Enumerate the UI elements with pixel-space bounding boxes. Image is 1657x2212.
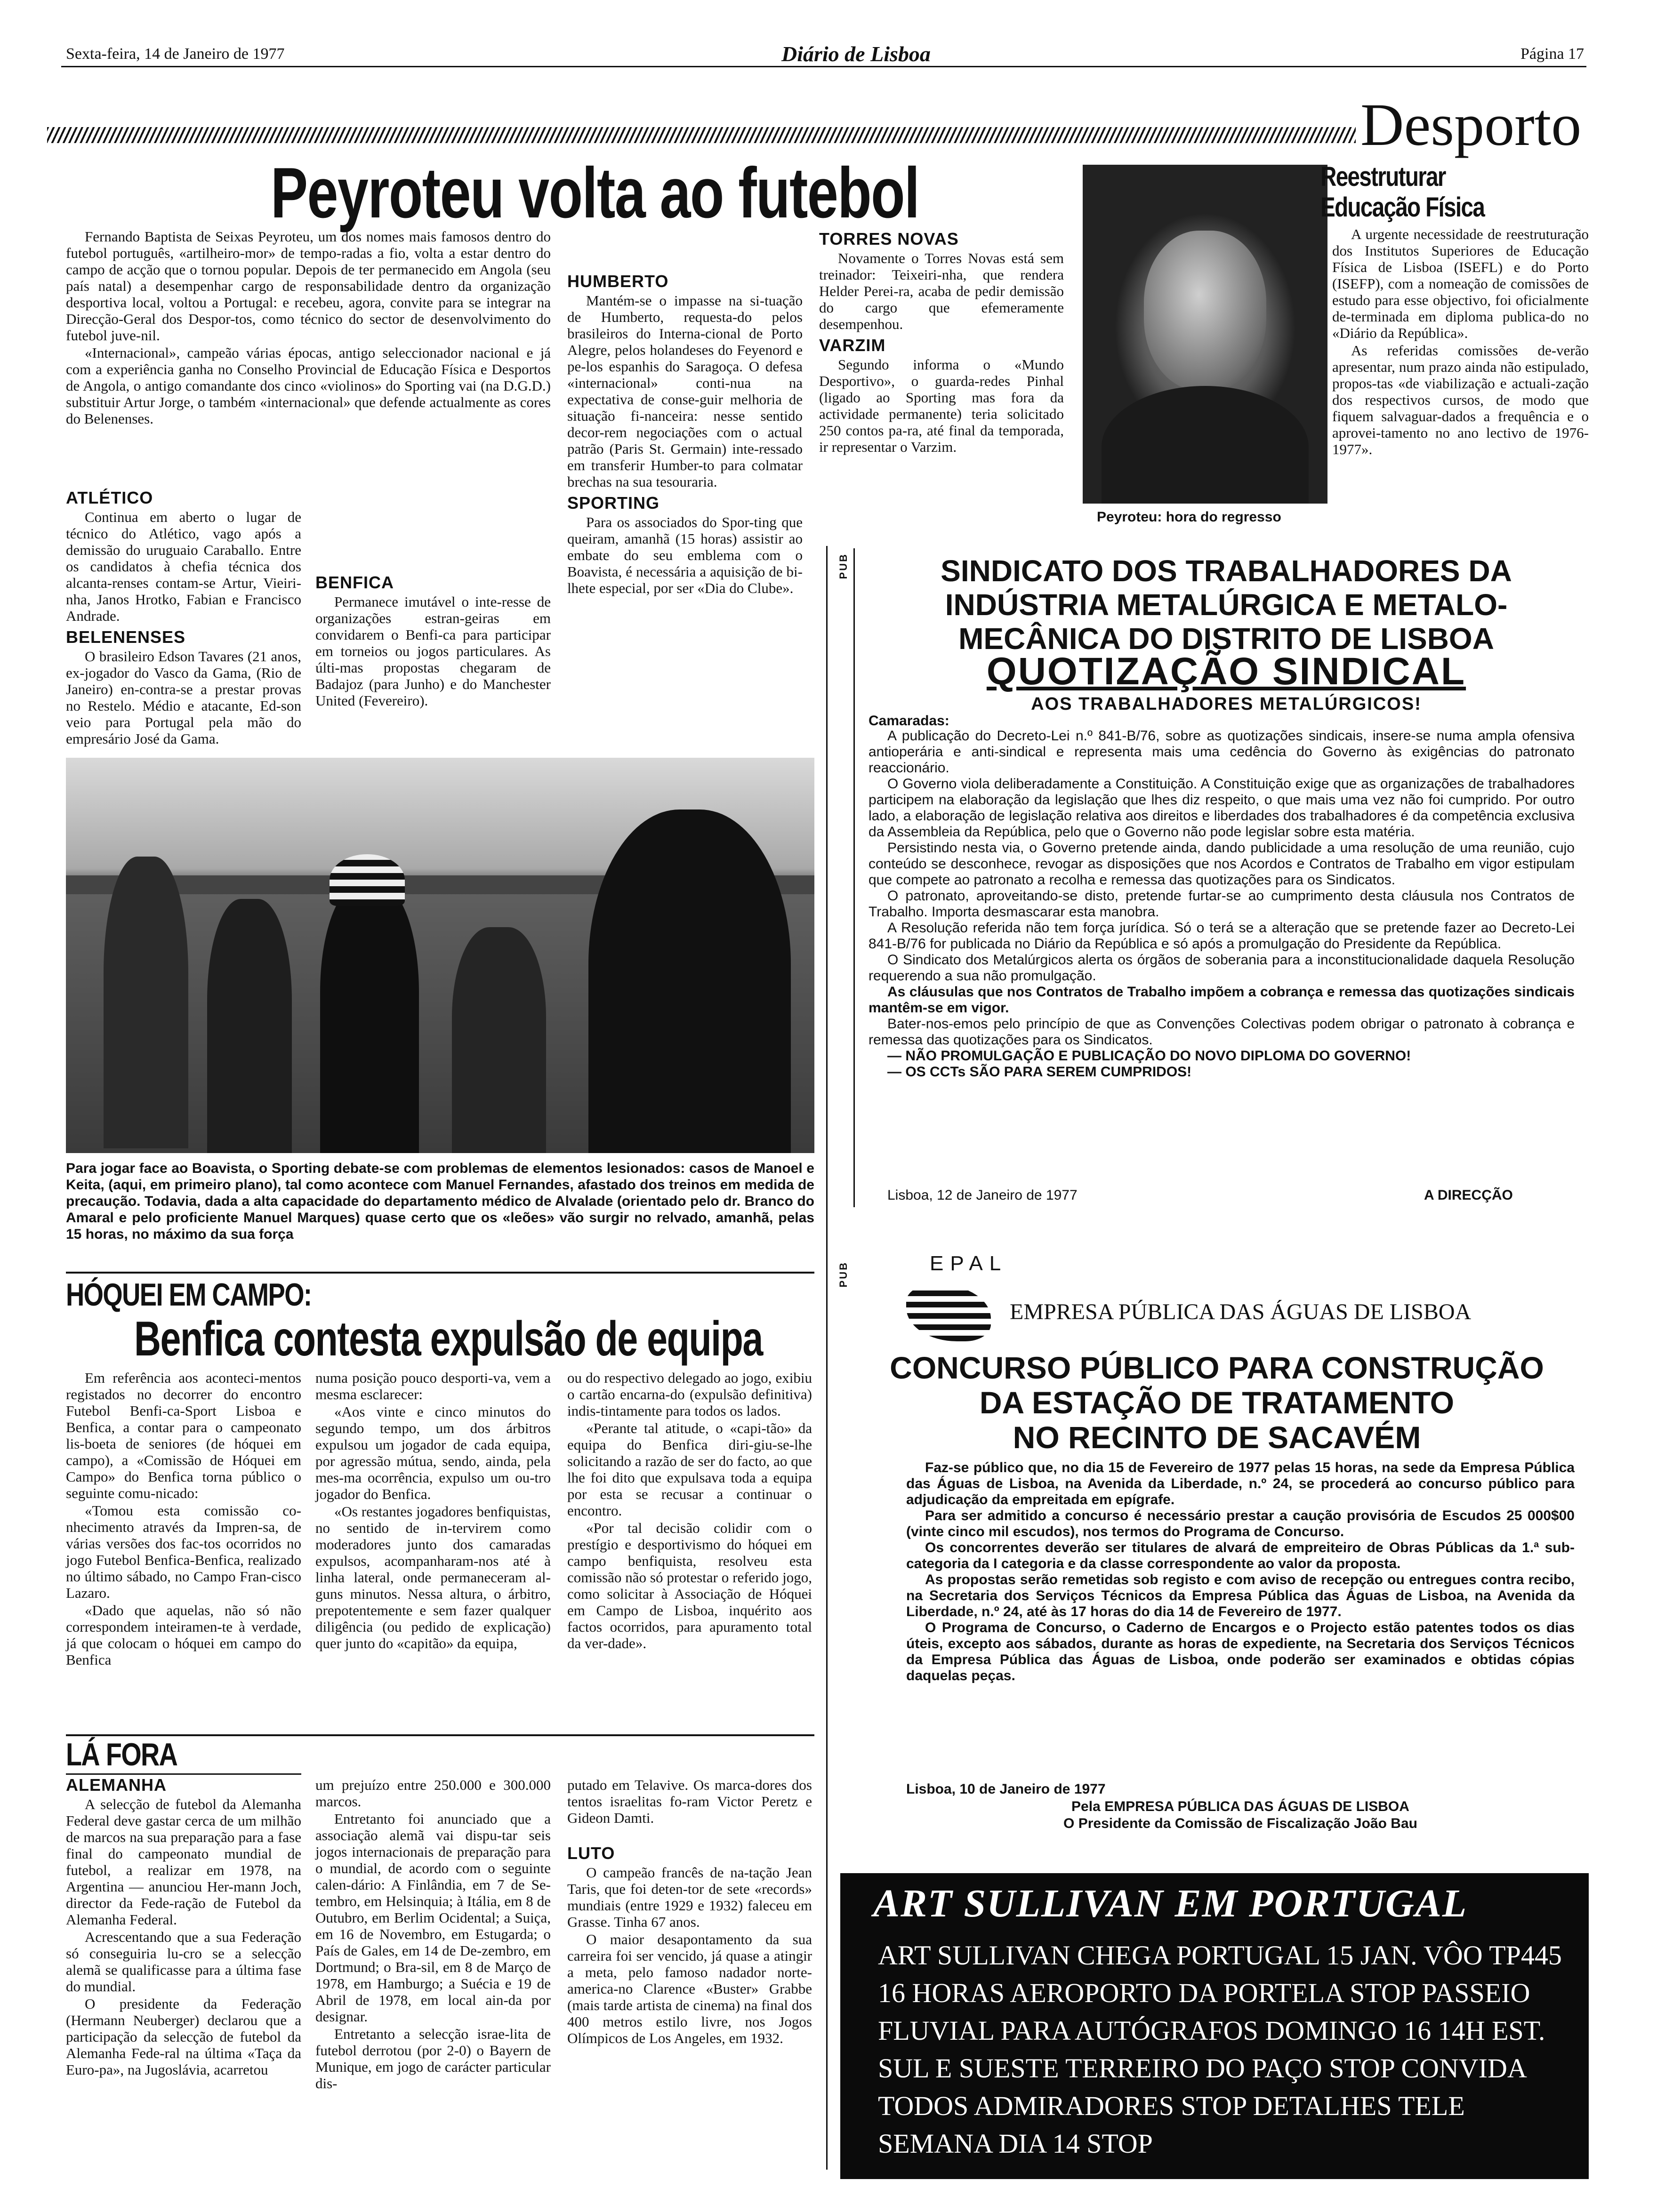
art-line: SEMANA DIA 14 STOP bbox=[878, 2128, 1153, 2159]
side-title-2: Educação Física bbox=[1320, 192, 1485, 223]
la-fora-para: O presidente da Federação (Hermann Neuberger) declarou que a participação da selecção de futebol da Alemanha Fede-ral na última «Taça da Euro-pa», na Jugoslávia, acarretou bbox=[66, 1996, 301, 2078]
la-fora-para: Entretanto foi anunciado que a associação alemã vai dispu-tar seis jogos internacionais de preparação para o mundial, de acordo com o seguinte calen-dário: A Finlândia, em 7 de Se-tembro, em Helsinquia; à Itália, em 8 de Outubro, em Berlim Ocidental; a Suiça, em 16 de Novembro, em Estugarda; o País de Gales, em 14 de De-zembro, em Dortmund; o Bra-sil, em 8 de Março de 1978, em Hamburgo; a Suécia e 19 de Abril de 1978, em local ain-da por designar. bbox=[315, 1811, 551, 2025]
sindicato-para: A Resolução referida não tem força jurídica. Só o terá se a alteração que se pretende fazer ao Decreto-Lei 841-B/76 for publicada no Diário da República e só após a promulgação do Presidente da República. bbox=[869, 920, 1575, 952]
epal-body bbox=[906, 1460, 1575, 1684]
sindicato-ad bbox=[837, 548, 1589, 1212]
epal-title-1: CONCURSO PÚBLICO PARA CONSTRUÇÃO bbox=[890, 1350, 1544, 1385]
art-line: SUL E SUESTE TERREIRO DO PAÇO STOP CONVIDA bbox=[878, 2053, 1527, 2084]
para-atletico: Continua em aberto o lugar de técnico do Atlético, vago após a demissão do uruguaio Caraballo. Entre os candidatos à chefia técnica dos alcanta-renses contam-se Artur, Vieiri-nha, Janos Hrotko, Fabian e Francisco Andrade. bbox=[66, 509, 301, 624]
sindicato-date: Lisboa, 12 de Janeiro de 1977 bbox=[887, 1187, 1078, 1203]
sindicato-para: Bater-nos-emos pelo princípio de que as Convenções Colectivas podem obrigar o patronato à cobrança e remessa das quotizações para os Sindicatos. bbox=[869, 1016, 1575, 1048]
art-line: ART SULLIVAN CHEGA PORTUGAL 15 JAN. VÔO TP445 bbox=[878, 1940, 1562, 1971]
sindicato-body bbox=[869, 728, 1575, 1080]
epal-para: O Programa de Concurso, o Caderno de Encargos e o Projecto estão patentes todos os dias úteis, excepto aos sábados, durante as horas de expediente, na Secretaria dos Serviços Técnicos da Empresa Pública das Águas de Lisboa, onde poderão ser examinados e obtidas cópias daquelas peças. bbox=[906, 1620, 1575, 1683]
sindicato-slogan: — NÃO PROMULGAÇÃO E PUBLICAÇÃO DO NOVO DIPLOMA DO GOVERNO! bbox=[887, 1048, 1411, 1064]
portrait-caption: Peyroteu: hora do regresso bbox=[1097, 509, 1281, 525]
hoquei-para: «Os restantes jogadores benfiquistas, no sentido de in-tervirem como moderadores junto dos camaradas expulsos, acompanharam-nos até à linha lateral, onde permaneceram al-guns minutos. Nessa altura, o árbitro, prepotentemente e sem fazer qualquer diligência (ou pedido de explicação) quer junto do «capitão» da equipa, bbox=[315, 1503, 551, 1651]
subhead-atletico: ATLÉTICO bbox=[66, 488, 153, 507]
epal-date: Lisboa, 10 de Janeiro de 1977 bbox=[906, 1781, 1106, 1797]
sindicato-quota: QUOTIZAÇÃO SINDICAL bbox=[986, 650, 1466, 693]
side-para: As referidas comissões de-verão apresentar, num prazo ainda não estipulado, propos-tas «de viabilização e actuali-zação dos respectivos cursos, de modo que fiquem salvaguar-dados a frequência e o aprovei-tamento no ano lectivo de 1976-1977». bbox=[1332, 342, 1589, 457]
art-title: ART SULLIVAN EM PORTUGAL bbox=[873, 1882, 1468, 1925]
page-header bbox=[56, 41, 1610, 70]
hoquei-para: numa posição pouco desporti-va, vem a mesma esclarecer: bbox=[315, 1370, 551, 1403]
portrait-face bbox=[1144, 231, 1266, 391]
subhead-humberto: HUMBERTO bbox=[567, 272, 669, 291]
main-article-col-d bbox=[819, 226, 1064, 456]
epal-para: Faz-se público que, no dia 15 de Fevereiro de 1977 pelas 15 horas, na sede da Empresa Pública das Águas de Lisboa, na Avenida da Liberdade, n.º 24, se procederá ao concurso público para adjudicação da empreitada em epígrafe. bbox=[906, 1460, 1575, 1507]
epal-sign-2: O Presidente da Comissão de Fiscalização João Bau bbox=[1063, 1816, 1417, 1831]
la-fora-col-2 bbox=[315, 1777, 551, 2092]
la-fora-para: O maior desapontamento da sua carreira foi ser vencido, já quase a atingir a meta, pelo famoso nadador norte-america-no Clarence «Buster» Grabbe (mais tarde artista de cinema) na final dos 400 metros estilo livre, nos Jogos Olímpicos de Los Angeles, em 1932. bbox=[567, 1931, 812, 2046]
art-sullivan-ad bbox=[840, 1873, 1589, 2179]
page-number: Página 17 bbox=[1520, 45, 1585, 63]
side-para: A urgente necessidade de reestruturação dos Institutos Superiores de Educação Física de Lisboa (ISEFL) e do Porto (ISEFP), com a nomeação de comissões de estudo para esse objectivo, foi oficialmente de-terminada em diploma publica-do no «Diário da República». bbox=[1332, 226, 1589, 341]
hoquei-para: «Aos vinte e cinco minutos do segundo tempo, um dos árbitros expulsou um jogador de cada equipa, por agressão mútua, sendo, ainda, pela mes-ma ocorrência, expulso um ou-tro jogador do Benfica. bbox=[315, 1403, 551, 1502]
pub-label: PUB bbox=[837, 1261, 849, 1288]
epal-para: As propostas serão remetidas sob registo e com aviso de recepção ou entregues contra recibo, na Secretaria dos Serviços Técnicos da Empresa Pública das Águas de Lisboa, na Avenida da Liberdade, n.º 24, até às 17 horas do dia 14 de Fevereiro de 1977. bbox=[906, 1572, 1575, 1619]
sindicato-sign: A DIRECÇÃO bbox=[1424, 1187, 1513, 1203]
la-fora-para: um prejuízo entre 250.000 e 300.000 marcos. bbox=[315, 1777, 551, 1810]
epal-company: EMPRESA PÚBLICA DAS ÁGUAS DE LISBOA bbox=[1010, 1299, 1472, 1324]
subhead-varzim: VARZIM bbox=[819, 336, 886, 355]
hoquei-para: «Por tal decisão colidir com o prestígio e desportivismo do hóquei em campo benfiquista, resolveu esta comissão não só protestar o referido jogo, como solicitar à Associação de Hóquei em Campo de Lisboa, inquérito aos factos ocorridos, para apuramento total da ver-dade». bbox=[567, 1520, 812, 1651]
main-article-intro bbox=[66, 228, 551, 428]
intro-para: «Internacional», campeão várias épocas, antigo seleccionador nacional e já com a experiência ganha no Conselho Provincial de Educação Física e Desportos de Angola, o antigo comandante dos cinco «violinos» do Sporting vai (na D.G.D.) substituir Artur Jorge, o também «internacional» que defende actualmente as cores do Belenenses. bbox=[66, 345, 551, 427]
sindicato-title: SINDICATO DOS TRABALHADORES DA INDÚSTRIA METALÚRGICA E METALO-MECÂNICA DO DISTRITO DE LISBOA bbox=[941, 554, 1512, 656]
para-sporting: Para os associados do Spor-ting que queiram, amanhã (15 horas) assistir ao embate do seu emblema com o Boavista, é necessária a aquisição de bi-lhete especial, por ser «Dia do Clube». bbox=[567, 514, 803, 596]
hoquei-headline: Benfica contesta expulsão de equipa bbox=[134, 1312, 763, 1366]
la-fora-title-rule bbox=[66, 1773, 301, 1775]
portrait-shoulders bbox=[1102, 386, 1309, 504]
hoquei-para: «Perante tal atitude, o «capi-tão» da equipa do Benfica diri-giu-se-lhe solicitando a razão de ser do facto, ao que lhe foi dito que expulsava toda a equipa por esta se recusar a continuar o encontro. bbox=[567, 1420, 812, 1519]
main-article-col-a bbox=[66, 485, 301, 748]
sindicato-para: O Sindicato dos Metalúrgicos alerta os órgãos de soberania para a inconstitucionalidade daquela Resolução requerendo a sua não promulgação. bbox=[869, 952, 1575, 984]
subhead-sporting: SPORTING bbox=[567, 493, 660, 513]
sindicato-para: O patronato, aproveitando-se disto, pretende furtar-se ao cumprimento desta cláusula nos Contratos de Trabalho. Importa desmascarar esta manobra. bbox=[869, 888, 1575, 920]
subhead-torres: TORRES NOVAS bbox=[819, 229, 959, 248]
hoquei-col-3 bbox=[567, 1370, 812, 1652]
player-figure bbox=[104, 857, 188, 1148]
sindicato-salutation: Camaradas: bbox=[869, 713, 949, 729]
hoquei-kicker: HÓQUEI EM CAMPO: bbox=[66, 1277, 312, 1313]
main-article-col-b bbox=[315, 485, 551, 710]
art-line: 16 HORAS AEROPORTO DA PORTELA STOP PASSEIO bbox=[878, 1978, 1530, 2008]
section-title: Desporto bbox=[1360, 91, 1582, 158]
intro-para: Fernando Baptista de Seixas Peyroteu, um dos nomes mais famosos dentro do futebol português, «artilheiro-mor» de tempo-radas a fio, volta a estar dentro do campo de acção que o tornou popular. Depois de ter permanecido em Angola (seu país natal) a desempenhar cargo de responsabilidade dentro da organização desportiva local, voltou a Portugal: e recebeu, agora, convite para se integrar na Direcção-Geral dos Despor-tos, como técnico do sector de desenvolvimento do futebol juve-nil. bbox=[66, 228, 551, 344]
header-rule bbox=[61, 66, 1586, 67]
la-fora-col-1 bbox=[66, 1777, 301, 2079]
player-figure bbox=[320, 885, 419, 1153]
portrait-photo bbox=[1083, 165, 1327, 504]
side-title-1: Reestruturar bbox=[1320, 161, 1446, 192]
main-headline: Peyroteu volta ao futebol bbox=[271, 153, 919, 233]
epal-ad bbox=[837, 1242, 1589, 1831]
epal-title-3: NO RECINTO DE SACAVÉM bbox=[1013, 1420, 1421, 1455]
la-fora-col-3 bbox=[567, 1777, 812, 2047]
column-rule bbox=[826, 546, 828, 2170]
la-fora-para: Entretanto a selecção israe-lita de futebol derrotou (por 2-0) o Bayern de Munique, em jogo de carácter particular dis- bbox=[315, 2026, 551, 2092]
para-varzim: Segundo informa o «Mundo Desportivo», o guarda-redes Pinhal (ligado ao Sporting mas fora da actividade permanente) teria solicitado 250 contos pa-ra, até final da temporada, ir representar o Varzim. bbox=[819, 356, 1064, 455]
art-text bbox=[878, 1937, 1575, 2163]
la-fora-top-rule bbox=[66, 1734, 814, 1736]
sindicato-slogan: — OS CCTs SÃO PARA SEREM CUMPRIDOS! bbox=[887, 1064, 1192, 1080]
la-fora-title: LÁ FORA bbox=[66, 1737, 177, 1772]
hoquei-para: «Tomou esta comissão co-nhecimento através da Impren-sa, de várias versões dos fac-tos ocorridos no jogo Futebol Benfica-Benfica, realizado no último sábado, no Campo Fran-cisco Lazaro. bbox=[66, 1502, 301, 1601]
la-fora-para: putado em Telavive. Os marca-dores dos tentos israelitas fo-ram Victor Peretz e Gideon Damti. bbox=[567, 1777, 812, 1826]
art-line: FLUVIAL PARA AUTÓGRAFOS DOMINGO 16 14H EST. bbox=[878, 2015, 1545, 2046]
la-fora-para: A selecção de futebol da Alemanha Federal deve gastar cerca de um milhão de marcos na sua preparação para a fase final do campeonato mundial de futebol, a realizar em 1978, na Argentina — anunciou Her-mann Joch, director da Fede-ração de Futebol da Alemanha Federal. bbox=[66, 1796, 301, 1928]
para-belenenses: O brasileiro Edson Tavares (21 anos, ex-jogador do Vasco da Gama, (Rio de Janeiro) en-contra-se a prestar provas no Restelo. Médio e atacante, Ed-son veio para Portugal pela mão do empresário José da Gama. bbox=[66, 648, 301, 747]
pub-label: PUB bbox=[837, 553, 849, 579]
epal-logo: EPAL bbox=[930, 1252, 1008, 1275]
subhead-alemanha: ALEMANHA bbox=[66, 1775, 167, 1795]
sindicato-para: O Governo viola deliberadamente a Constituição. A Constituição exige que as organizações de trabalhadores participem na elaboração da legislação que lhes diz respeito, o que mais uma vez não foi cumprido. Por outro lado, a elaboração de legislação relativa aos direitos e liberdades dos trabalhadores é da competência exclusiva da Assembleia da República, pelo que o Governo não pode legislar sobre esta matéria. bbox=[869, 776, 1575, 840]
subhead-luto: LUTO bbox=[567, 1843, 615, 1863]
para-humberto: Mantém-se o impasse na si-tuação de Humberto, requesta-do pelos brasileiros do Interna-cional de Porto Alegre, pelos holandeses do Feyenord e pe-los espanhis do Saragoça. O defesa «internacional» conti-nua na expectativa de conse-guir melhoria de situação fi-nanceira: nesse sentido decor-rem negociações com o actual patrão (Paris St. Germain) inte-ressado em transferir Humber-to para colmatar brechas na sua tesouraria. bbox=[567, 292, 803, 490]
sindicato-bold-para: As cláusulas que nos Contratos de Trabalho impõem a cobrança e remessa das quotizações sindicais mantêm-se em vigor. bbox=[869, 984, 1575, 1016]
hoquei-col-1 bbox=[66, 1370, 301, 1669]
epal-title-2: DA ESTAÇÃO DE TRATAMENTO bbox=[979, 1385, 1455, 1420]
player-figure bbox=[207, 899, 292, 1153]
ad-left-rule bbox=[853, 548, 855, 1207]
la-fora-para: O campeão francês de na-tação Jean Taris, que foi deten-tor de sete «records» mundiais (entre 1929 e 1932) faleceu em Grasse. Tinha 67 anos. bbox=[567, 1864, 812, 1930]
main-article-col-c bbox=[567, 268, 803, 597]
player-cap bbox=[330, 854, 405, 906]
epal-para: Para ser admitido a concurso é necessário prestar a caução provisória de Escudos 25 000$00 (vinte cinco mil escudos), nos termos do Programa de Concurso. bbox=[906, 1508, 1575, 1539]
side-article-body bbox=[1332, 226, 1589, 458]
hoquei-para: ou do respectivo delegado ao jogo, exibiu o cartão encarna-do (expulsão definitiva) indis-tintamente para todos os lados. bbox=[567, 1370, 812, 1419]
epal-logo-waves bbox=[906, 1285, 991, 1341]
sindicato-para: Persistindo nesta via, o Governo pretende ainda, dando publicidade a uma resolução de uma reunião, cujo conteúdo se desconhece, revogar as disposições que nos Acordos e Contratos de Trabalho em vigor estipulam que compete ao patronato a recolha e remessa das quotizações para os Sindicatos. bbox=[869, 840, 1575, 888]
hoquei-para: «Dado que aquelas, não só não correspondem inteiramen-te à verdade, já que colocam o hóquei em campo do Benfica bbox=[66, 1602, 301, 1668]
sindicato-to: AOS TRABALHADORES METALÚRGICOS! bbox=[1031, 694, 1422, 714]
sporting-team-photo bbox=[66, 758, 814, 1153]
hoquei-para: Em referência aos aconteci-mentos registados no decorrer do encontro Futebol Benfi-ca-Sport Lisboa e Benfica, a contar para o campeonato lis-boeta de seniores (de hóquei em campo), a «Comissão de Hóquei em Campo» do Benfica torna público o seguinte comu-nicado: bbox=[66, 1370, 301, 1501]
la-fora-para: Acrescentando que a sua Federação só conseguiria lu-cro se a selecção alemã se qualificasse para a última fase do mundial. bbox=[66, 1929, 301, 1995]
player-figure bbox=[588, 809, 791, 1153]
epal-para: Os concorrentes deverão ser titulares de alvará de empreiteiro de Obras Públicas da 1.ª sub-categoria da I categoria e da classe correspondente ao valor da proposta. bbox=[906, 1540, 1575, 1571]
player-figure bbox=[452, 927, 546, 1153]
section-hatch bbox=[47, 127, 1356, 143]
art-line: TODOS ADMIRADORES STOP DETALHES TELE bbox=[878, 2091, 1465, 2121]
masthead: Diário de Lisboa bbox=[781, 42, 931, 66]
sindicato-para: A publicação do Decreto-Lei n.º 841-B/76, sobre as quotizações sindicais, insere-se numa ampla ofensiva antioperária e anti-sindical e representa mais uma cedência do Governo às exigências do patronato reaccionário. bbox=[869, 728, 1575, 776]
subhead-benfica: BENFICA bbox=[315, 573, 394, 592]
para-benfica: Permanece imutável o inte-resse de organizações estran-geiras em convidarem o Benfi-ca para participar em torneios ou jogos particulares. As últi-mas propostas chegaram de Badajoz (para Junho) e do Manchester United (Fevereiro). bbox=[315, 593, 551, 709]
photo-caption: Para jogar face ao Boavista, o Sporting debate-se com problemas de elementos lesionados: casos de Manoel e Keita, (aqui, em primeiro plano), tal como acontece com Manuel Fernandes, afastado dos treinos em medida de precaução. Todavia, dada a alta capacidade do departamento médico de Alvalade (orientado pelo dr. Branco do Amaral e pelo proficiente Manuel Marques) quase certo que os «leões» vão surgir no relvado, amanhã, pelas 15 horas, no máximo da sua força bbox=[66, 1161, 814, 1242]
hoquei-top-rule bbox=[66, 1272, 814, 1274]
epal-sign-1: Pela EMPRESA PÚBLICA DAS ÁGUAS DE LISBOA bbox=[1071, 1799, 1409, 1814]
para-torres: Novamente o Torres Novas está sem treinador: Teixeiri-nha, que rendera Helder Perei-ra, acaba de pedir demissão do cargo que efemeramente desempenhou. bbox=[819, 250, 1064, 332]
subhead-belenenses: BELENENSES bbox=[66, 627, 186, 647]
header-date: Sexta-feira, 14 de Janeiro de 1977 bbox=[66, 45, 285, 63]
hoquei-col-2 bbox=[315, 1370, 551, 1652]
